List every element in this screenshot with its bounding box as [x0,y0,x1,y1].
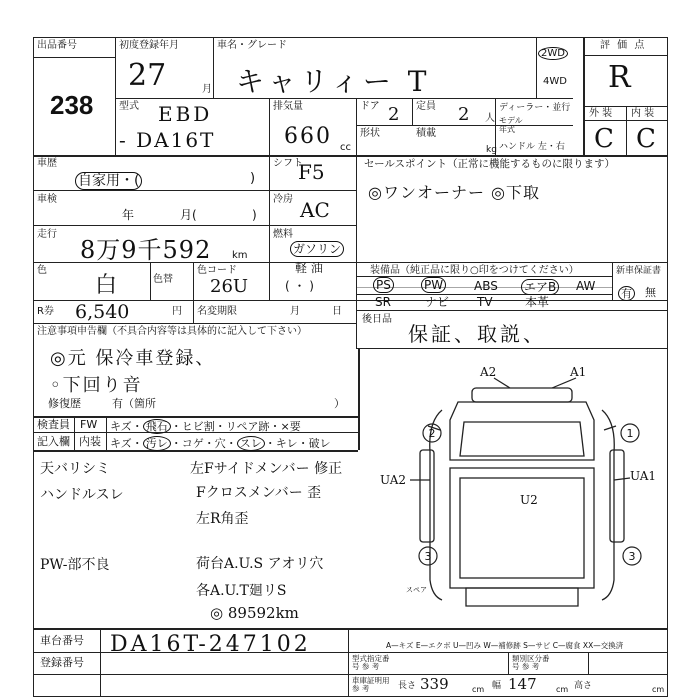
remarks-label: 後日品 [362,314,392,325]
first-reg-label: 初度登録年月 [119,40,179,51]
sales-point-label: セールスポイント（正常に機能するものに限ります） [364,158,616,170]
first-reg-value: 27 [128,58,167,93]
mileage-label: 走行 [37,229,57,240]
history-label: 車歴 [37,158,57,169]
diagram-a1: A1 [570,365,587,379]
dealer-label: ディーラー・並行 [499,103,571,113]
shift-label: シフト [273,158,303,169]
equip-navi: ナビ [425,295,450,309]
drive-4wd: 4WD [543,76,567,87]
equip-ps: PS [373,277,394,293]
dims-length-value: 339 [420,675,449,693]
record-label: 記入欄 [37,435,70,448]
model-label: 型式 [119,101,139,112]
ac-value: AC [300,198,330,222]
history-close: ) [250,171,256,186]
capacity-label: 積載 [416,128,436,139]
insp-note-left2: ハンドルスレ [40,487,124,503]
record-codes2-selected2: スレ [237,436,265,451]
record-area: 内装 [79,435,101,448]
ac-label: 冷房 [273,194,293,205]
diagram-spare: スペア [406,586,427,594]
inspection-month: 月( [180,208,197,222]
diagram-n1-top: 1 [626,427,634,440]
dims-height-label: 高さ [574,681,593,691]
color-code-value: 26U [210,276,249,297]
record-codes2-selected1: 汚レ [143,436,171,451]
equip-tv: TV [477,295,493,309]
doors-label: ドア [360,101,380,112]
record-codes2-rest: ・キレ・破レ [264,437,331,450]
notes-line1: ◎元 保冷車登録、 [50,348,216,369]
reg-no-label: 登録番号 [40,656,84,669]
name-change-month: 月 [290,306,300,317]
mileage-unit: km [232,250,248,261]
dims-label: 車庫証明用 参 考 [352,676,390,693]
diagram-ua2: UA2 [380,473,407,487]
dims-length-unit: cm [472,685,485,694]
notes-label: 注意事項申告欄（不具合内容等は具体的に記入して下さい） [37,326,307,337]
remarks-text: 保証、取説、 [408,322,546,346]
interior-label: 内 装 [631,108,655,119]
dims-width-unit: cm [556,685,569,694]
color-change-label: 色替 [153,274,173,285]
class-no-label: 類別区分番号 参 考 [512,654,550,671]
seats-unit: 人 [485,113,495,124]
record-codes2: キズ・ [110,437,143,450]
insp-note-right6: ◎ 89592km [210,604,299,622]
doors-value: 2 [388,104,400,125]
recycle-value: 6,540 [75,301,130,323]
displacement-label: 排気量 [273,101,303,112]
drive-2wd: 2WD [538,47,568,60]
diagram-u2: U2 [520,493,538,507]
repair-value: 有（箇所 [112,397,156,410]
fuel-close: ( ・ ) [285,279,314,293]
inspector-codes1: キズ・ [110,420,143,433]
dims-width-label: 幅 [492,681,502,691]
model-year-label: モデル年式 [499,116,523,134]
insp-note-right3: 左R角歪 [196,511,249,527]
repair-close: ） [334,397,345,410]
car-name-label: 車名・グレード [217,40,287,51]
insp-note-right2: Fクロスメンバー 歪 [196,485,322,501]
type-no-label: 型式指定番号 参 考 [352,654,390,671]
insp-note-right4: 荷台A.U.S アオリ穴 [196,556,324,572]
equip-sr: SR [375,295,391,309]
equip-leather: 本革 [525,295,550,309]
new-warranty-none: 無 [645,286,656,299]
color-code-label: 色コード [197,265,237,276]
equip-aw: AW [576,279,596,293]
inspector-codes1-rest: ・ヒビ割・リペア跡・×要 [170,420,301,433]
chassis-label: 車台番号 [40,634,84,647]
displacement-unit: cc [340,142,351,153]
color-label: 色 [37,265,47,276]
inspector-label: 検査員 [37,418,70,431]
new-warranty-has: 有 [618,286,635,301]
diagram-ua1: UA1 [630,469,657,483]
model-code: - DA16T [119,128,216,152]
seats-value: 2 [458,104,470,125]
dims-height-unit: cm [652,685,665,694]
new-warranty-label: 新車保証書 [616,266,662,276]
displacement-value: 660 [284,124,332,149]
diagram-n3-left: 3 [424,550,432,563]
capacity-unit: kg [486,145,497,155]
history-value: 自家用・( [75,172,142,190]
equip-airbag: エアB [521,279,559,295]
diagram-n3-right: 3 [628,550,636,563]
dims-width-value: 147 [508,675,537,693]
name-change-label: 名変期限 [197,306,237,317]
equip-abs: ABS [474,279,498,293]
repair-label: 修復歴 [48,397,81,410]
inspector-fw: FW [80,418,98,431]
equip-pw: PW [421,277,446,293]
mileage-value: 8万9千592 [80,236,212,264]
interior-value: C [636,124,656,154]
insp-note-right5: 各A.U.T廻リS [196,583,287,599]
recycle-label: R券 [37,306,54,317]
legend: A—キズ E—エクボ U—凹み W—補修跡 S—サビ C—腐食 XX—交換済 [386,641,624,650]
inspection-close: ) [252,208,257,222]
recycle-unit: 円 [172,306,182,317]
sales-point-text: ◎ワンオーナー ◎下取 [368,183,541,202]
car-diagram [380,360,670,620]
inspection-label: 車検 [37,194,57,205]
exterior-label: 外 装 [589,108,613,119]
notes-line2: ◦下回り音 [50,375,143,396]
lot-number: 238 [50,90,94,120]
exterior-value: C [594,124,614,154]
diagram-n2-top: 2 [428,427,436,440]
shape-label: 形状 [360,128,380,139]
car-name-value: キャリィー T [236,65,431,98]
insp-note-left3: PW-部不良 [40,557,110,573]
equipment-label: 装備品（純正品に限り○印をつけてください） [370,265,579,276]
dims-length-label: 長さ [398,681,417,691]
model-prefix: EBD [158,102,213,126]
insp-note-right1: 左Fサイドメンバー 修正 [190,461,343,477]
fuel-label: 燃料 [273,229,293,240]
color-value: 白 [95,273,118,298]
inspector-codes1-selected: 飛石 [143,419,171,434]
insp-note-left1: 天バリシミ [40,461,110,477]
handle-label: ハンドル 左・右 [499,142,565,152]
first-reg-unit: 月 [202,84,212,95]
shift-value: F5 [298,160,325,184]
rating-label: 評 価 点 [600,40,647,51]
record-codes2-mid: ・コゲ・穴・ [170,437,237,450]
rating-value: R [608,60,631,95]
diagram-a2: A2 [480,365,497,379]
seats-label: 定員 [416,101,436,112]
inspection-year: 年 [122,208,135,222]
chassis-value: DA16T-247102 [110,632,311,657]
lot-label: 出品番号 [37,40,77,51]
fuel-diesel: 軽 油 [295,261,323,275]
name-change-day: 日 [332,306,342,317]
fuel-gasoline: ガソリン [290,241,344,257]
